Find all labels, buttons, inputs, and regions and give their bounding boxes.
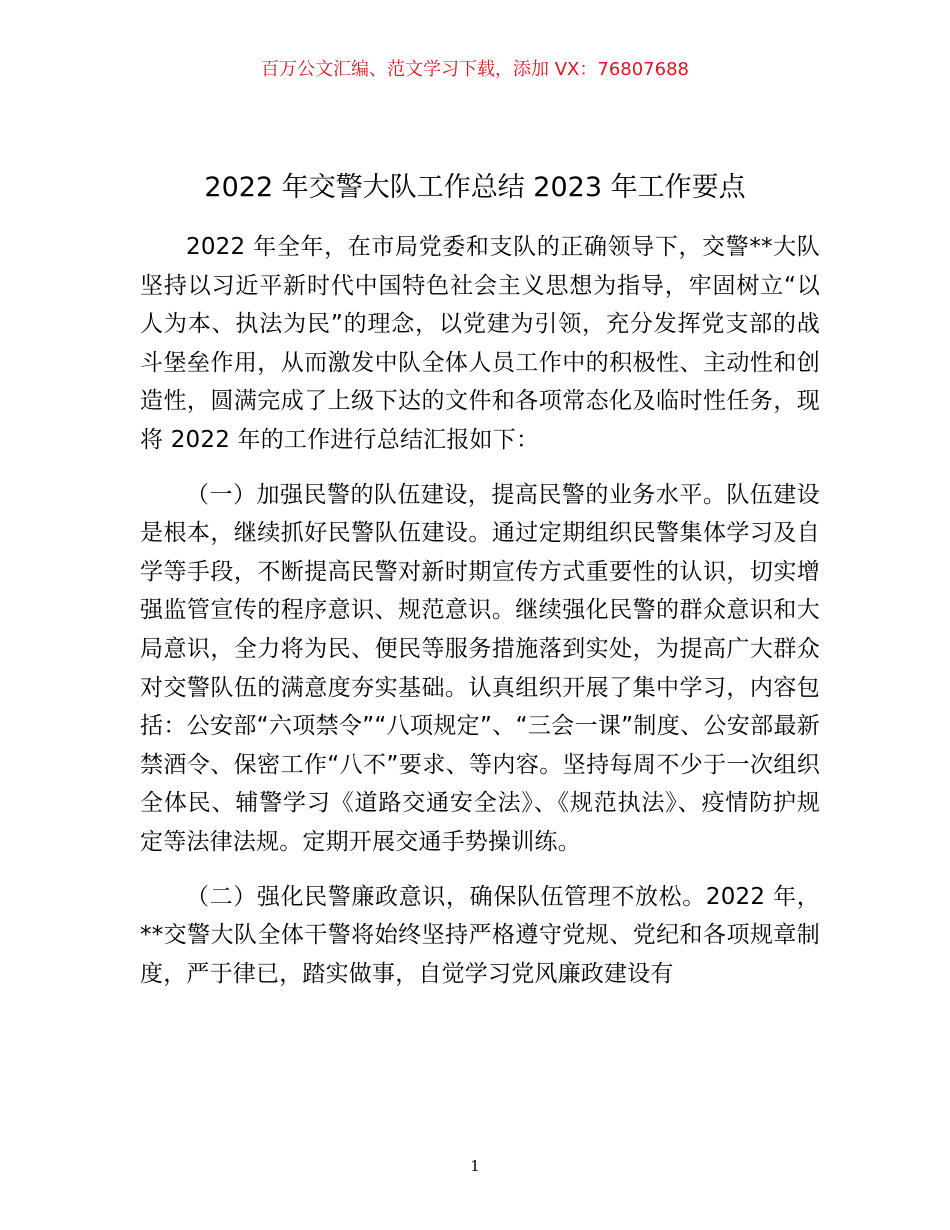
page-number: 1: [470, 1157, 480, 1175]
header-watermark: 百万公文汇编、范文学习下载，添加 VX：76807688: [261, 59, 689, 80]
document-body: [140, 228, 820, 1009]
document-title: 2022 年交警大队工作总结 2023 年工作要点: [204, 172, 746, 203]
paragraph-section-2: （二）强化民警廉政意识，确保队伍管理不放松。2022 年，**交警大队全体干警将始终坚持严格遵守党规、党纪和各项规章制度，严于律已，踏实做事，自觉学习党风廉政建设有: [140, 883, 820, 987]
paragraph-intro: 2022 年全年，在市局党委和支队的正确领导下，交警**大队坚持以习近平新时代中国特色社会主义思想为指导，牢固树立“以人为本、执法为民”的理念，以党建为引领，充分发挥党支部的战斗堡垒作用，从而激发中队全体人员工作中的积极性、主动性和创造性，圆满完成了上级下达的文件和各项常态化及临时性任务，现将 2022 年的工作进行总结汇报如下：: [140, 234, 820, 453]
paragraph-section-1: （一）加强民警的队伍建设，提高民警的业务水平。队伍建设是根本，继续抓好民警队伍建设。通过定期组织民警集体学习及自学等手段，不断提高民警对新时期宣传方式重要性的认识，切实增强监管宣传的程序意识、规范意识。继续强化民警的群众意识和大局意识，全力将为民、便民等服务措施落到实处，为提高广大群众对交警队伍的满意度夯实基础。认真组织开展了集中学习，内容包括：公安部“六项禁令”“八项规定”、“三会一课”制度、公安部最新禁酒令、保密工作“八不”要求、等内容。坚持每周不少于一次组织全体民、辅警学习《道路交通安全法》、《规范执法》、疫情防护规定等法律法规。定期开展交通手势操训练。: [140, 481, 820, 855]
